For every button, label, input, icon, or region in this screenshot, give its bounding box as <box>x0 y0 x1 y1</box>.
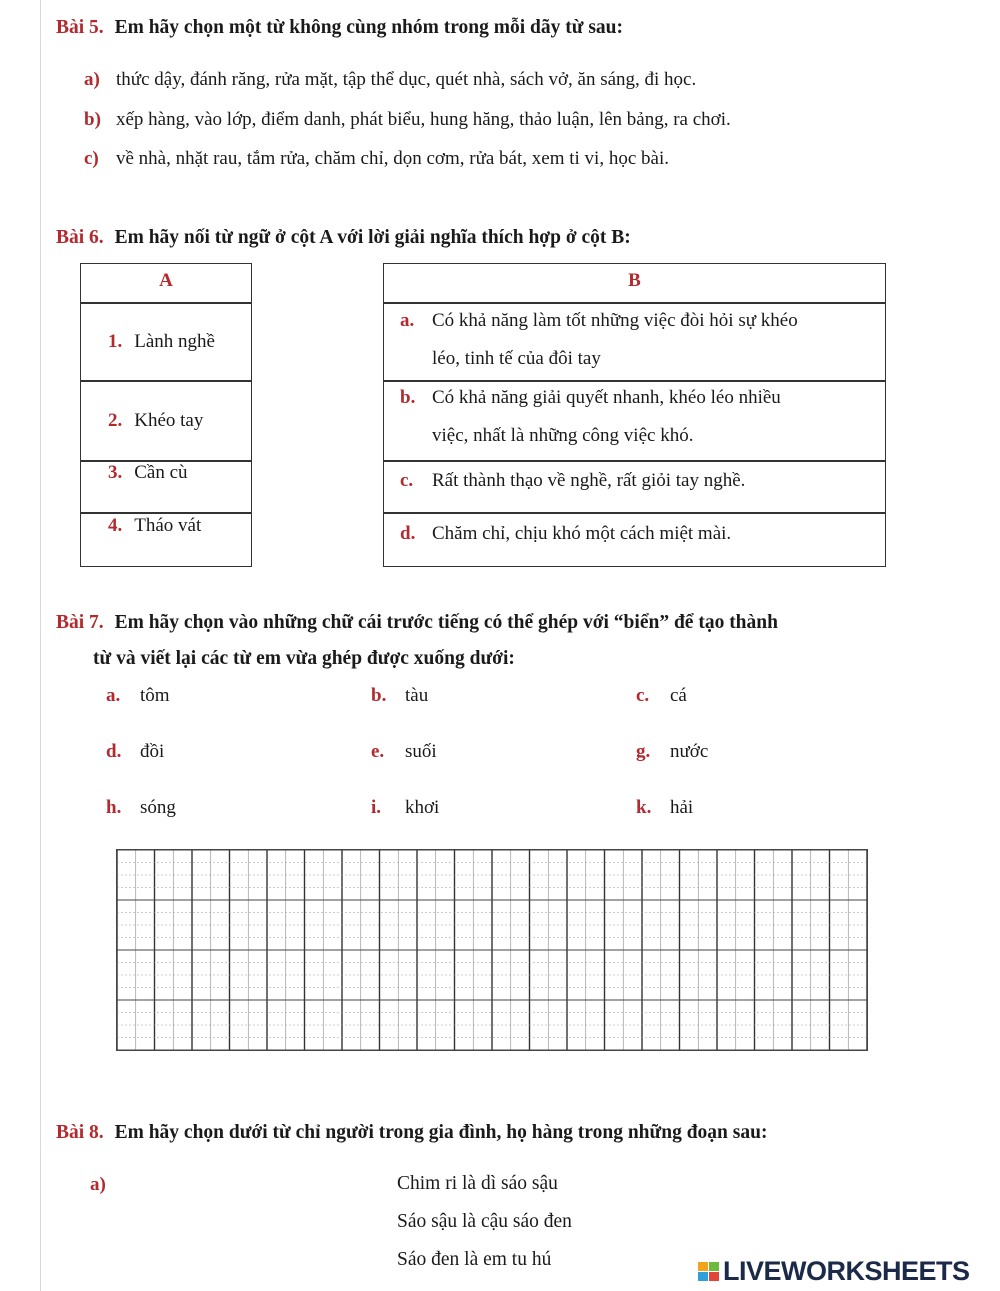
poem-line-1[interactable]: Chim ri là dì sáo sậu <box>397 1173 558 1194</box>
item-label: b) <box>84 109 101 130</box>
bai8-number: Bài 8. <box>56 1122 104 1143</box>
logo-square <box>698 1272 708 1281</box>
row-divider <box>384 512 885 514</box>
item-text: Lành nghề <box>134 331 215 352</box>
choice-text: nước <box>670 741 709 762</box>
page-edge-line <box>40 0 41 1291</box>
item-text-line1: Có khả năng làm tốt những việc đòi hỏi sự khéo <box>432 310 798 331</box>
choice-e[interactable] <box>371 741 437 763</box>
choice-label: d. <box>106 741 122 762</box>
choice-b[interactable] <box>371 685 428 707</box>
choice-text: hải <box>670 797 694 818</box>
grid-lines <box>117 850 867 1050</box>
logo-text: LIVEWORKSHEETS <box>723 1255 970 1286</box>
bai5-heading <box>56 17 623 39</box>
bai8-title: Em hãy chọn dưới từ chỉ người trong gia đình, họ hàng trong những đoạn sau: <box>114 1122 768 1143</box>
bai6-heading <box>56 227 631 249</box>
column-a-table <box>80 263 252 567</box>
choice-label: i. <box>371 797 382 818</box>
choice-label: b. <box>371 685 387 706</box>
choice-d[interactable] <box>106 741 164 763</box>
choice-label: h. <box>106 797 122 818</box>
poem-line-3[interactable]: Sáo đen là em tu hú <box>397 1249 552 1270</box>
row-divider <box>81 302 251 304</box>
logo-square <box>709 1272 719 1281</box>
choice-g[interactable] <box>636 741 708 763</box>
liveworksheets-logo <box>698 1253 970 1289</box>
bai5-number: Bài 5. <box>56 17 104 38</box>
choice-text: tôm <box>140 685 170 706</box>
bai5-item-a <box>84 69 696 91</box>
item-text: Khéo tay <box>134 410 204 431</box>
choice-text: khơi <box>405 797 440 818</box>
bai8-heading <box>56 1122 767 1144</box>
bai8-item-a <box>90 1174 122 1196</box>
column-b-table <box>383 263 886 567</box>
item-text-line1: Rất thành thạo về nghề, rất giỏi tay nghề. <box>432 470 746 491</box>
bai5-item-b <box>84 109 731 131</box>
item-text: thức dậy, đánh răng, rửa mặt, tập thể dục, quét nhà, sách vở, ăn sáng, đi học. <box>116 69 697 90</box>
column-a-item-4[interactable] <box>108 515 201 537</box>
column-a-item-1[interactable] <box>108 331 215 353</box>
column-b-item-a[interactable] <box>400 302 871 378</box>
choice-text: đồi <box>140 741 165 762</box>
choice-c[interactable] <box>636 685 687 707</box>
handwriting-grid[interactable] <box>116 849 868 1051</box>
item-label: 3. <box>108 462 123 483</box>
row-divider <box>81 512 251 514</box>
item-label: c) <box>84 148 99 169</box>
bai5-title: Em hãy chọn một từ không cùng nhóm trong mỗi dãy từ sau: <box>114 17 624 38</box>
choice-label: g. <box>636 741 651 762</box>
choice-i[interactable] <box>371 797 439 819</box>
choice-a[interactable] <box>106 685 170 707</box>
item-text-line2: việc, nhất là những công việc khó. <box>432 425 694 446</box>
item-text-line2: léo, tinh tế của đôi tay <box>432 348 601 369</box>
item-label: b. <box>400 387 416 408</box>
item-label: a. <box>400 310 415 331</box>
item-text: Tháo vát <box>134 515 202 536</box>
column-b-header: B <box>628 270 641 291</box>
bai6-title: Em hãy nối từ ngữ ở cột A với lời giải nghĩa thích hợp ở cột B: <box>114 227 631 248</box>
item-label: c. <box>400 470 414 491</box>
column-a-header: A <box>159 270 173 291</box>
item-label: a) <box>90 1174 106 1195</box>
poem-line-2[interactable]: Sáo sậu là cậu sáo đen <box>397 1211 572 1232</box>
item-label: 2. <box>108 410 123 431</box>
column-b-item-c[interactable] <box>400 462 871 500</box>
choice-text: sóng <box>140 797 176 818</box>
item-text: xếp hàng, vào lớp, điểm danh, phát biểu, hung hăng, thảo luận, lên bảng, ra chơi. <box>116 109 731 130</box>
item-text-line1: Có khả năng giải quyết nhanh, khéo léo nhiều <box>432 387 781 408</box>
choice-text: tàu <box>405 685 429 706</box>
item-label: a) <box>84 69 100 90</box>
item-label: 4. <box>108 515 123 536</box>
item-label: d. <box>400 523 416 544</box>
choice-h[interactable] <box>106 797 176 819</box>
choice-label: a. <box>106 685 121 706</box>
row-divider <box>81 380 251 382</box>
bai7-heading <box>56 612 778 634</box>
bai7-title-line2: từ và viết lại các từ em vừa ghép được xuống dưới: <box>93 648 515 669</box>
choice-text: cá <box>670 685 687 706</box>
column-b-item-b[interactable] <box>400 379 871 455</box>
item-text: về nhà, nhặt rau, tắm rửa, chăm chỉ, dọn cơm, rửa bát, xem ti vi, học bài. <box>116 148 669 169</box>
choice-k[interactable] <box>636 797 693 819</box>
choice-label: c. <box>636 685 650 706</box>
bai7-number: Bài 7. <box>56 612 104 633</box>
bai7-title-line1: Em hãy chọn vào những chữ cái trước tiếng có thể ghép với “biển” để tạo thành <box>114 612 778 633</box>
bai6-number: Bài 6. <box>56 227 104 248</box>
item-text: Cần cù <box>134 462 188 483</box>
item-label: 1. <box>108 331 123 352</box>
choice-label: e. <box>371 741 385 762</box>
logo-mark-icon <box>698 1262 719 1281</box>
bai7-heading-cont <box>93 648 515 670</box>
column-a-item-3[interactable] <box>108 462 188 484</box>
logo-square <box>709 1262 719 1271</box>
column-a-item-2[interactable] <box>108 410 203 432</box>
logo-square <box>698 1262 708 1271</box>
item-text-line1: Chăm chỉ, chịu khó một cách miệt mài. <box>432 523 732 544</box>
column-b-item-d[interactable] <box>400 515 871 553</box>
choice-text: suối <box>405 741 437 762</box>
choice-label: k. <box>636 797 652 818</box>
bai5-item-c <box>84 148 669 170</box>
